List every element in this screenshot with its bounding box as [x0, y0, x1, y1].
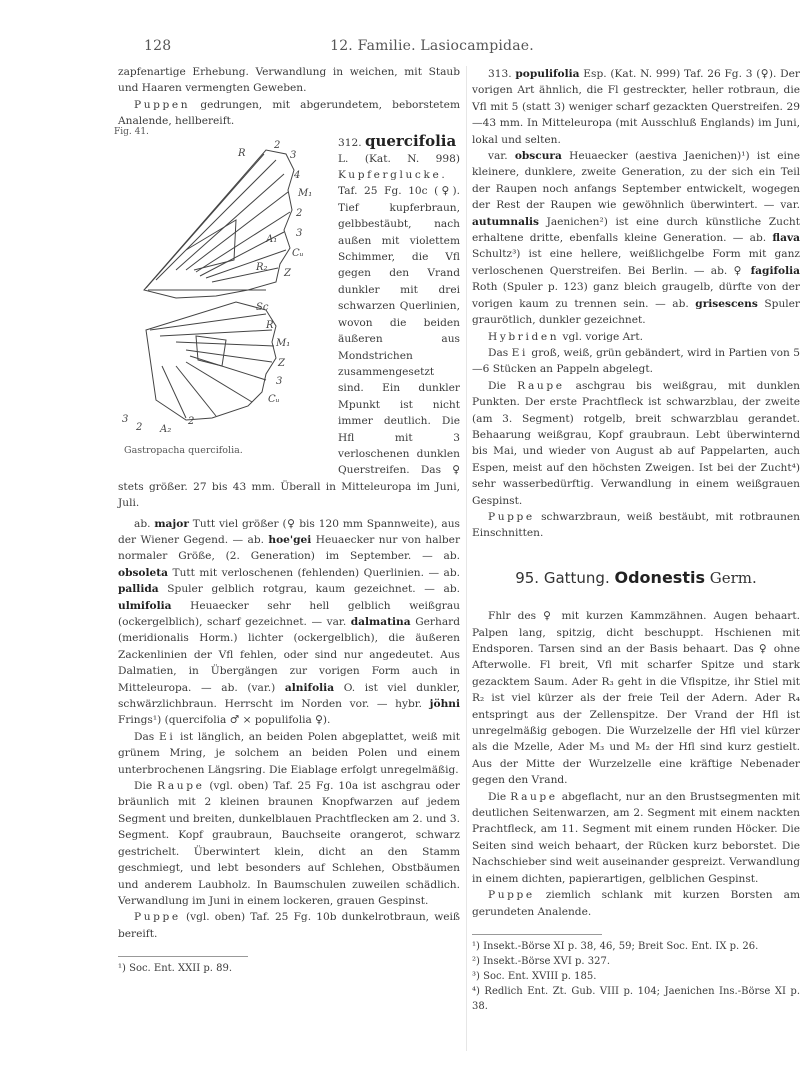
vein-label: M₁ — [298, 187, 313, 199]
raupe-paragraph-313: Die Raupe aschgrau bis weißgrau, mit dunklen Punkten. Der erste Prachtfleck ist schwarzblau, der zweite (am 3. Segment) rotgelb, breit schwarzblau gerandet. Behaarung weißgrau, Kopf graubraun. Lebt überwinternd bis Mai, und wieder von August ab auf Pappelarten, auch Espen, meist auf den höchsten Zweigen. Ist bei der Zucht⁴) sehr wasserbedürftig. Verwandlung in einem weißgrauen Gespinst. — [472, 379, 800, 507]
ei-paragraph-313: Das Ei groß, weiß, grün gebändert, wird in Partien von 5—6 Stücken an Pappeln abgelegt. — [472, 346, 800, 376]
vein-label: 2 — [136, 421, 143, 433]
running-title: 12. Familie. Lasiocampidae. — [330, 38, 534, 54]
vein-label: Cᵤ — [268, 393, 280, 405]
vein-label: 3 — [276, 375, 283, 387]
genus-name: Odonestis — [614, 567, 705, 587]
vein-label: R — [238, 147, 246, 159]
footnote: ¹) Soc. Ent. XXII p. 89. — [118, 963, 233, 975]
genus-puppe-paragraph: Puppe ziemlich schlank mit kurzen Borsten am gerundeten Analende. — [472, 889, 800, 918]
vein-label: 2 — [274, 139, 281, 151]
wing-venation-figure — [114, 126, 326, 460]
vein-label: 2 — [296, 207, 303, 219]
hindwing-vein — [186, 362, 252, 402]
hindwing-vein — [196, 336, 226, 366]
footnote: ¹) Insekt.-Börse XI p. 38, 46, 59; Breit Soc. Ent. IX p. 26. — [472, 940, 759, 952]
footnote-rule — [118, 956, 248, 957]
forewing-vein — [186, 192, 288, 270]
raupe-paragraph: Die Raupe (vgl. oben) Taf. 25 Fg. 10a ist aschgrau oder bräunlich mit 2 kleinen braunen Knopfwarzen auf jedem Segment und breiten, dunkelblauen Prachtflecken am 2. und 3. Segment. Kopf graubraun, Bauchseite orangerot, schwarz gestrichelt. Überwintert klein, dicht an den Stamm geschmiegt, und lebt besonders auf Schlehen, Obstbäumen und anderem Laubholz. In Baumschulen zuweilen schädlich. Verwandlung im Juni in einem lockeren, grauen Gespinst. — [118, 780, 460, 907]
forewing-vein — [176, 174, 284, 270]
intro-paragraph: zapfenartige Erhebung. Verwandlung in weichen, mit Staub und Haaren vermengten Geweben. — [118, 66, 460, 95]
vein-label: R — [266, 319, 274, 331]
vein-label: Cᵤ — [292, 247, 304, 259]
species-name-quercifolia: quercifolia — [364, 131, 457, 150]
footnote: ³) Soc. Ent. XVIII p. 185. — [472, 970, 597, 982]
species-312-header: 312. quercifolia — [338, 131, 457, 150]
vein-label: Z — [278, 357, 285, 369]
footnote: ⁴) Redlich Ent. Zt. Gub. VIII p. 104; Jaenichen Ins.-Börse XI p. 38. — [472, 985, 800, 1012]
page-number: 128 — [144, 38, 172, 54]
vein-label: Z — [284, 267, 291, 279]
puppe-paragraph: Puppen gedrungen, mit abgerundetem, beborstetem Analende, hellbereift. — [118, 98, 460, 128]
hindwing-vein — [150, 314, 266, 330]
hybriden-paragraph: Hybriden vgl. vorige Art. — [488, 330, 643, 343]
genus-raupe-paragraph: Die Raupe abgeflacht, nur an den Brustsegmenten mit deutlichen Seitenwarzen, am 2. Segment mit einem nackten Prachtfleck, am 11. Segment mit einem runden Höcker. Die Seiten sind weich behaart, der Rücken kurz beborstet. Die Nachschieber sind weit auseinander gespreizt. Verwandlung in einem dichten, papierartigen, gelblichen Gespinst. — [472, 790, 800, 885]
vein-label: R₂ — [256, 261, 268, 273]
vein-label: 3 — [122, 413, 129, 425]
forewing-vein — [146, 154, 264, 288]
column-divider — [466, 66, 467, 1051]
left-column — [114, 64, 461, 976]
footnote: ²) Insekt.-Börse XVI p. 327. — [472, 955, 611, 967]
right-column — [472, 66, 800, 1014]
vein-label: 3 — [296, 227, 303, 239]
species-313-description: 313. populifolia Esp. (Kat. N. 999) Taf. 26 Fg. 3 (♀). Der vorigen Art ähnlich, die Fl gestreckter, heller rotbraun, die Vfl mit 5 (statt 3) weniger scharf gezackten Querstreifen. 29—43 mm. In Mitteleuropa (mit Ausschluß Englands) im Juni, lokal und selten. — [472, 68, 800, 146]
puppe-paragraph-313: Puppe schwarzbraun, weiß bestäubt, mit rotbraunen Einschnitten. — [472, 510, 800, 540]
hindwing-outline — [146, 302, 276, 420]
vein-label: 4 — [294, 169, 301, 181]
species-312-description: L. (Kat. N. 998) Kupferglucke. Taf. 25 Fg. 10c (♀). Tief kupferbraun, gelbbestäubt, nach außen mit violettem Schimmer, die Vfl gegen den Vrand dunkler mit drei schwarzen Querlinien, wovon die beiden äußeren aus Mondstrichen zusammengesetzt sind. Ein dunkler Mpunkt ist nicht immer deutlich. Die Hfl mit 3 verloschenen dunklen Querstreifen. Das ♀ stets größer. 27 bis 43 mm. Überall in Mitteleuropa im Juni, Juli. — [118, 152, 460, 510]
figure-caption: Gastropacha quercifolia. — [124, 445, 243, 457]
species-name-populifolia: populifolia — [515, 68, 580, 80]
puppe-paragraph-2: Puppe (vgl. oben) Taf. 25 Fg. 10b dunkelrotbraun, weiß bereift. — [118, 911, 460, 940]
varieties-paragraph: var. obscura Heuaecker (aestiva Jaenichen)¹) ist eine kleinere, dunklere, zweite Generation, zu der sich ein Teil der Raupen noch anfangs September entwickelt, wogegen der Rest der Raupen wie gewöhnlich überwintert. — var. autumnalis Jaenichen²) ist eine durch künstliche Zucht erhaltene dritte, ebenfalls kleine Generation. — ab. flava Schultz³) ist eine hellere, weißlichgelbe Form mit ganz verloschenen Querstreifen. Bei Berlin. — ab. ♀ fagifolia Roth (Spuler p. 123) ganz bleich graugelb, dürfte von der vorigen kaum zu trennen sein. — ab. grisescens Spuler graurötlich, dunkler gezeichnet. — [472, 150, 800, 327]
vein-label: Sc — [256, 301, 269, 313]
hindwing-vein — [160, 330, 272, 336]
aberrations-paragraph: ab. major Tutt viel größer (♀ bis 120 mm Spannweite), aus der Wiener Gegend. — ab. hoe'gei Heuaecker nur von halber normaler Größe, (2. Generation) im September. — ab. obsoleta Tutt mit verloschenen (fehlenden) Querlinien. — ab. pallida Spuler gelblich rotgrau, kaum gezeichnet. — ab. ulmifolia Heuaecker sehr hell gelblich weißgrau (ockergelblich), scharf gezeichnet. — var. dalmatina Gerhard (meridionalis Horm.) lichter (ockergelblich), die äußeren Zackenlinien der Vfl fehlen, oder sind nur angedeutet. Aus Dalmatien, in Übergängen zur vorigen Form auch in Mitteleuropa. — ab. (var.) alnifolia O. ist viel dunkler, schwärzlichbraun. Herrscht im Norden vor. — hybr. jöhni Frings¹) (quercifolia ♂ × populifolia ♀). — [118, 517, 461, 727]
figure-label: Fig. 41. — [114, 126, 149, 137]
vein-label: M₁ — [276, 337, 291, 349]
vein-label: 3 — [290, 149, 297, 161]
wing-venation-diagram — [116, 130, 326, 448]
ei-paragraph: Das Ei ist länglich, an beiden Polen abgeplattet, weiß mit grünem Mring, je solchem an beiden Polen und einem unterbrochenen Längsring. Die Eiablage erfolgt unregelmäßig. — [118, 730, 460, 776]
genus-heading: 95. Gattung. Odonestis Germ. — [515, 567, 757, 587]
forewing-vein — [212, 268, 278, 282]
footnote-rule-right — [472, 934, 602, 935]
vein-label: A₁ — [266, 233, 278, 245]
vein-label: 2 — [188, 415, 195, 427]
genus-description: Fhlr des ♀ mit kurzen Kammzähnen. Augen behaart. Palpen lang, spitzig, dicht beschuppt. Hschienen mit Endsporen. Tarsen sind an der Basis behaart. Das ♀ ohne Afterwolle. Fl breit, Vfl mit scharfer Spitze und stark gezacktem Saum. Ader R₃ geht in die Vflspitze, ihr Stiel mit R₂ ist viel kürzer als der freie Teil der Adern. Ader R₄ entspringt aus der Zellenspitze. Der Vrand der Hfl ist unregelmäßig gebogen. Die Wurzelzelle der Hfl viel kürzer als die Mzelle, Ader M₃ und M₂ der Hfl sind kurz gestielt. Aus der Mitte der Wurzelzelle eine kräftige Nebenader gegen den Vrand. — [472, 610, 800, 787]
vein-label: A₂ — [160, 423, 172, 435]
